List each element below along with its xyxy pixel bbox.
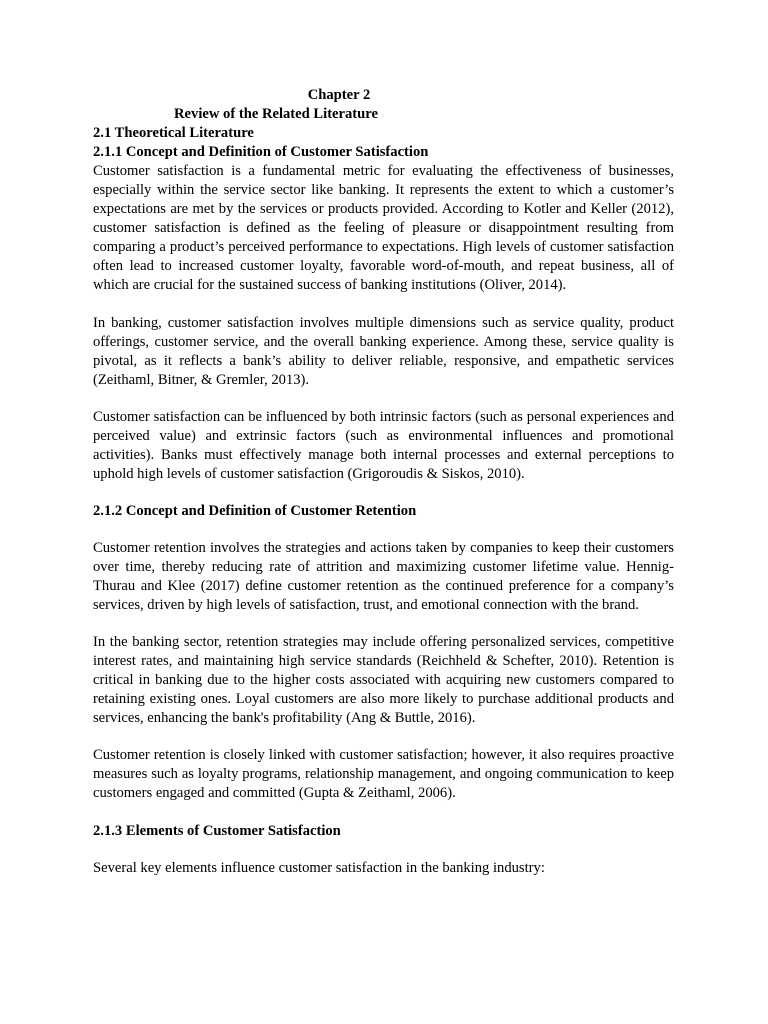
paragraph: In the banking sector, retention strategies may include offering personalized services, competitive interest rates, and maintaining high service standards (Reichheld & Schefter, 2010). Retention is critical in banking due to the higher costs associated with acquiring new customers compared to retaining existing ones. Loyal customers are also more likely to purchase additional products and services, enhancing the bank's profitability (Ang & Buttle, 2016).: [93, 634, 674, 727]
paragraph-spacer: [93, 521, 674, 539]
paragraph: Customer retention is closely linked with customer satisfaction; however, it also requires proactive measures such as loyalty programs, relationship management, and ongoing communication to keep customers engaged and committed (Gupta & Zeithaml, 2006).: [93, 747, 674, 802]
paragraph-spacer: [93, 615, 674, 633]
paragraph-spacer: [93, 296, 674, 314]
section-heading-2-1-3: 2.1.3 Elements of Customer Satisfaction: [93, 822, 341, 839]
paragraph: In banking, customer satisfaction involves multiple dimensions such as service quality, product offerings, customer service, and the overall banking experience. Among these, service quality is pivotal, as it reflects a bank’s ability to deliver reliable, responsive, and empathetic services (Zeithaml, Bitner, & Gremler, 2013).: [93, 314, 674, 388]
paragraph: Customer retention involves the strategies and actions taken by companies to keep their customers over time, thereby reducing rate of attrition and maximizing customer lifetime value. Hennig-Thurau and Klee (2017) define customer retention as the continued preference for a company’s services, driven by high levels of satisfaction, trust, and emotional connection with the brand.: [93, 539, 674, 614]
paragraph-spacer: [93, 390, 674, 408]
section-heading-2-1-2: 2.1.2 Concept and Definition of Customer Retention: [93, 502, 417, 519]
paragraph-spacer: [93, 484, 674, 502]
paragraph: Customer satisfaction can be influenced by both intrinsic factors (such as personal experiences and perceived value) and extrinsic factors (such as environmental influences and promotional activities). Banks must effectively manage both internal processes and external perceptions to uphold high levels of customer satisfaction (Grigoroudis & Siskos, 2010).: [93, 408, 674, 482]
section-heading-2-1: 2.1 Theoretical Literature: [93, 125, 254, 142]
paragraph-spacer: [93, 841, 674, 859]
document-page: [93, 86, 674, 878]
paragraph-spacer: [93, 804, 674, 822]
paragraph: Several key elements influence customer satisfaction in the banking industry:: [93, 859, 545, 876]
paragraph: Customer satisfaction is a fundamental metric for evaluating the effectiveness of businesses, especially within the service sector like banking. It represents the extent to which a customer’s expectations are met by the services or products provided. According to Kotler and Keller (2012), customer satisfaction is defined as the feeling of pleasure or disappointment resulting from comparing a product’s perceived performance to expectations. High levels of customer satisfaction often lead to increased customer loyalty, favorable word-of-mouth, and repeat business, all of which are crucial for the sustained success of banking institutions (Oliver, 2014).: [93, 163, 674, 294]
chapter-title: Review of the Related Literature: [174, 106, 378, 123]
section-heading-2-1-1: 2.1.1 Concept and Definition of Customer Satisfaction: [93, 144, 429, 161]
chapter-label: Chapter 2: [307, 87, 371, 103]
paragraph-spacer: [93, 728, 674, 746]
